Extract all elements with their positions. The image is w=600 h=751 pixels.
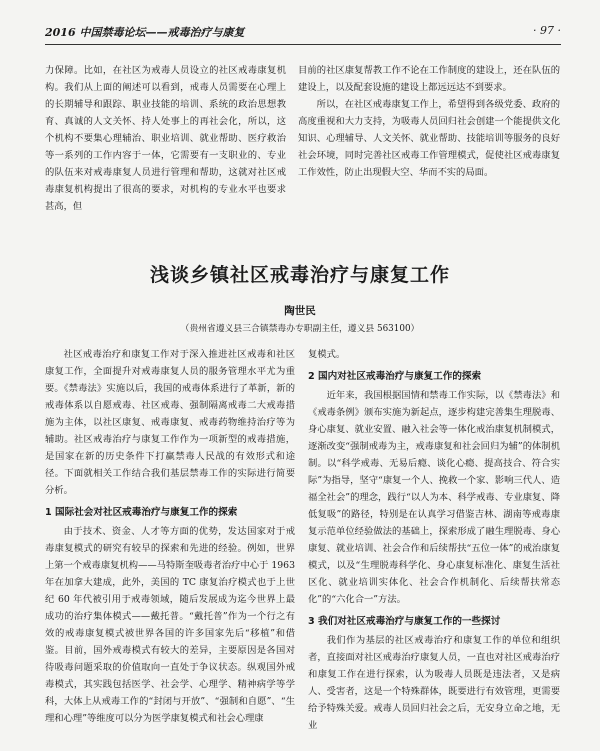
section-heading-3: 3 我们对社区戒毒治疗与康复工作的一些探讨 — [308, 616, 501, 627]
article-title: 浅谈乡镇社区戒毒治疗与康复工作 — [149, 264, 450, 286]
author-affiliation: （贵州省遵义县三合镇禁毒办专职副主任，遵义县 563100） — [180, 324, 420, 334]
section-heading-1: 1 国际社会对社区戒毒治疗与康复工作的探索 — [45, 507, 238, 518]
section-1-paragraph: 由于技术、资金、人才等方面的优势，发达国家对于戒毒康复模式的研究有较早的探索和先进的经验。例如，世界上第一个戒毒康复机构——马特斯奎吸毒者治疗中心于 1963 年在加拿大建成，此外，美国的 TC 康复治疗模式也于上世纪 60 年代被引用于戒毒领域，随后发展成为迄今世界上最成功的治疗集体模式——戴托普。“戴托普”作为一个行之有效的戒毒康复模式被世界各国的许多国家先后“移植”和借鉴。目前，国外戒毒模式有较大的差异，主要原因是各国对待吸毒问题采取的价值取向一直处于争议状态。纵观国外戒毒模式，其实践包括医学、社会学、心理学、精神病学等学科，大体上从戒毒工作的“封闭与开放”、“强制和自愿”、“生理和心理”等维度可以分为医学康复模式和社会心理康 — [45, 526, 295, 724]
section-heading-2: 2 国内对社区戒毒治疗与康复工作的探索 — [308, 371, 482, 382]
page-number: · 97 · — [533, 24, 561, 37]
paragraph: 力保障。比如，在社区为戒毒人员设立的社区戒毒康复机构。我们从上面的阐述可以看到，戒毒人员需要在心理上的长期辅导和跟踪、职业技能的培训、系统的政治思想教育、真诚的人文关怀、持人处事上的再社会化，所以，这个机构不要集心理辅治、职业培训、就业帮助、医疗救治等一系列的工作内容于一体，它需要有一支职业的、专业的队伍来对戒毒康复人员进行管理和帮助，这就对社区戒毒康复机构提出了很高的要求，对机构的专业水平也要求甚高，但 — [45, 65, 286, 212]
article-author: 陶世民 — [284, 305, 316, 317]
intro-paragraph: 社区戒毒治疗和康复工作对于深入推进社区戒毒和社区康复工作，全面提升对戒毒康复人员的服务管理水平尤为重要。《禁毒法》实施以后，我国的戒毒体系进行了革新，新的戒毒体系以自愿戒毒、社区戒毒、强制隔离戒毒二大戒毒措施为主体，以社区康复、戒毒康复、戒毒药物维持治疗等为辅助。社区戒毒治疗与康复工作作为一项新型的戒毒措施，是国家在新的历史条件下打赢禁毒人民战的有效形式和途径。下面就相关工作结合我们基层禁毒工作的实际进行简要分析。 — [45, 349, 295, 496]
paragraph: 所以，在社区戒毒康复工作上，希望得到各级党委、政府的高度重视和大力支持，为吸毒人员回归社会创建一个能提供文化知识、心理辅导、人文关怀、就业帮助、技能培训等服务的良好社会环境，同时完善社区戒毒工作管理模式，促使社区戒毒康复工作效性，防止出现假大空、华而不实的局面。 — [298, 99, 560, 178]
paragraph: 目前的社区康复帮教工作不论在工作制度的建设上，还在队伍的建设上，以及配套设施的建设上都远远达不到要求。 — [298, 65, 560, 93]
article-column-left — [45, 346, 295, 727]
prev-article-column-left — [45, 62, 286, 215]
continued-paragraph: 复模式。 — [308, 349, 346, 360]
journal-title: 2016 中国禁毒论坛——戒毒治疗与康复 — [45, 26, 245, 39]
prev-article-column-right — [298, 62, 560, 181]
section-3-paragraph: 我们作为基层的社区戒毒治疗和康复工作的单位和组织者，直接面对社区戒毒治疗康复人员，一直也对社区戒毒治疗和康复工作在进行探索，认为吸毒人员既是违法者，又是病人、受害者，这是一个特殊群体，既要进行有效管理，更需要给予特殊关爱。戒毒人员回归社会之后，无安身立命之地，无业 — [308, 635, 560, 731]
running-header — [45, 18, 561, 45]
article-column-right — [308, 346, 560, 734]
section-2-paragraph: 近年来，我国根据国情和禁毒工作实际，以《禁毒法》和《戒毒条例》颁布实施为新起点，逐步构建完善集生理脱毒、身心康复、就业安置、融入社会等一体化戒治康复机制模式，逐渐改变“强制戒毒为主，戒毒康复和社会回归为辅”的体制机制。以“科学戒毒、无易后瘾、谈化心瘾、提高技合、符合实际”为指导，坚守“康复一个人、挽救一个家、影响三代人、造福全社会”的理念，践行“以人为本、科学戒毒、专业康复、降低复吸”的路径，特别是在认真学习借鉴吉林、湖南等戒毒康复示范单位经验做法的基础上，探索形成了融生理脱毒、身心康复、就业培训、社会合作和后续帮扶“五位一体”的戒治康复模式，以及“生理脱毒科学化、身心康复标准化、康复生活社区化、就业培训实体化、社会合作机制化、后续帮扶常态化”的“六化合一”方法。 — [308, 390, 560, 605]
